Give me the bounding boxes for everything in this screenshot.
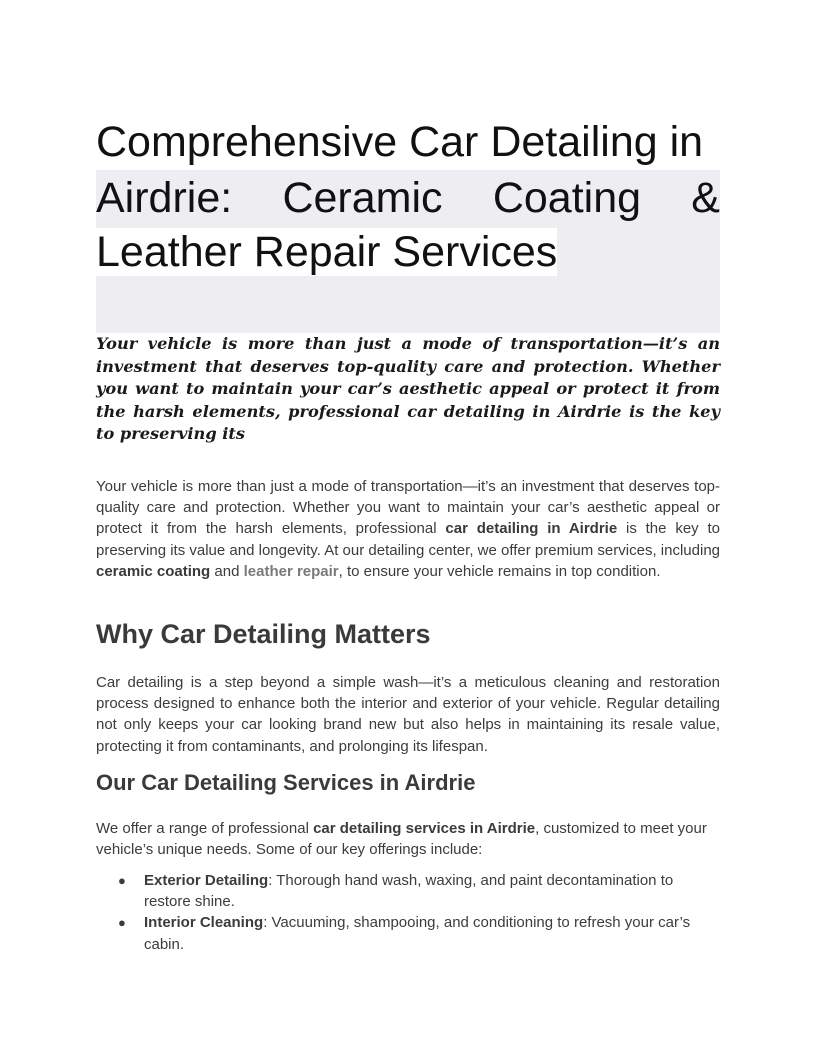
services-intro-bold: car detailing services in Airdrie	[313, 820, 536, 837]
why-paragraph: Car detailing is a step beyond a simple wash—it’s a meticulous cleaning and restoration process designed to enhance both the interior and exterior of your vehicle. Regular detailing not only keeps your car looking brand new but also helps in maintaining its resale value, protecting it from contaminants, and prolonging its lifespan.	[96, 674, 720, 755]
title-line-3-text: Leather Repair Services	[96, 228, 558, 276]
list-item	[96, 870, 714, 912]
title-word: Ceramic	[282, 174, 443, 222]
title-word: Coating	[492, 174, 642, 222]
leather-repair-link[interactable]: leather repair	[243, 562, 339, 580]
intro-text: , to ensure your vehicle remains in top condition.	[338, 562, 661, 580]
title-line-1-text: Comprehensive Car Detailing in	[96, 118, 704, 166]
section-heading-why: Why Car Detailing Matters	[96, 619, 431, 649]
services-intro-text: , customized to meet your vehicle’s unique needs. Some of our key offerings include:	[96, 820, 707, 859]
title-word: &	[691, 174, 720, 222]
bullet-icon: ●	[118, 915, 126, 931]
list-item-text: : Vacuuming, shampooing, and conditioning to refresh your car’s cabin.	[144, 914, 691, 953]
title-line-2	[96, 170, 720, 226]
section-heading-services: Our Car Detailing Services in Airdrie	[96, 770, 476, 795]
intro-paragraph	[96, 476, 720, 582]
list-item-title: Interior Cleaning	[144, 914, 264, 932]
intro-bold-ceramic-coating: ceramic coating	[96, 562, 211, 580]
page-title	[96, 114, 720, 333]
services-intro-text: We offer a range of professional	[96, 820, 314, 837]
document-page	[96, 114, 720, 953]
title-line-1	[96, 114, 720, 170]
list-item	[96, 912, 714, 954]
title-word: Airdrie:	[96, 174, 233, 222]
intro-text: is the key to preserving its value and longevity. At our detailing center, we offer premium services, including	[96, 520, 720, 559]
lead-paragraph: Your vehicle is more than just a mode of transportation—it’s an investment that deserves top-quality care and protection. Whether you want to maintain your car’s aesthetic appeal or protect it from the harsh elements, professional car detailing in Airdrie is the key to preserving its	[96, 334, 720, 444]
list-item-text: : Thorough hand wash, waxing, and paint decontamination to restore shine.	[144, 872, 674, 911]
intro-text: and	[210, 562, 244, 580]
services-intro-paragraph	[96, 818, 720, 860]
bullet-icon: ●	[118, 873, 126, 888]
services-list	[96, 870, 720, 955]
list-item-title: Exterior Detailing	[144, 872, 269, 889]
title-line-3	[96, 224, 557, 280]
intro-bold-car-detailing: car detailing in Airdrie	[445, 520, 618, 538]
intro-text: Your vehicle is more than just a mode of transportation—it’s an investment that deserves top-quality care and protection. Whether you want to maintain your car’s aesthetic appeal or protect it from the harsh elements, professional	[96, 478, 720, 538]
